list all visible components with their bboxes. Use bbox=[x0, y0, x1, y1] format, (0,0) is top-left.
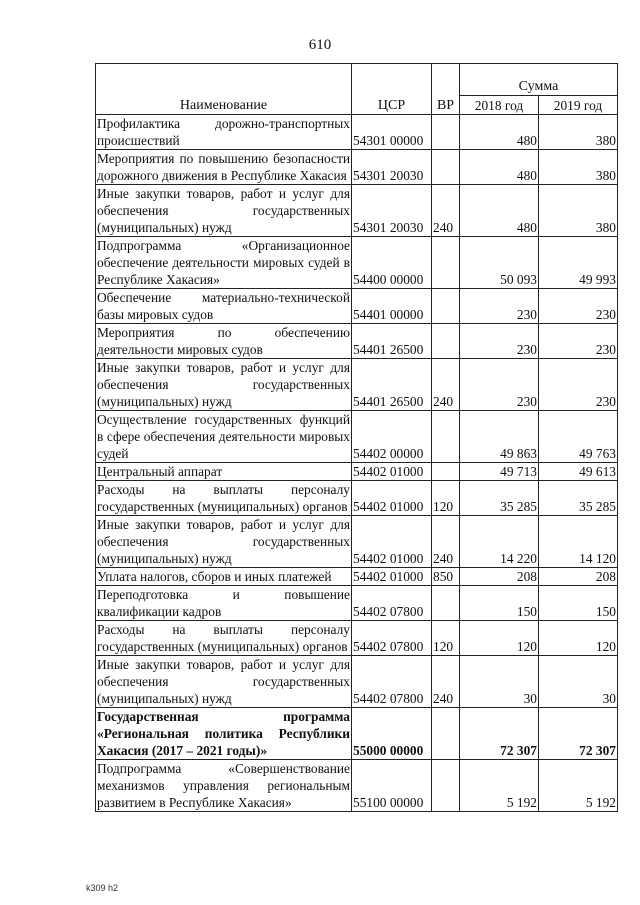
row-sum-2018: 480 bbox=[460, 185, 539, 237]
row-csr: 54400 00000 bbox=[352, 237, 432, 289]
row-name: Обеспечение материально-технической базы мировых судов bbox=[97, 290, 350, 322]
row-csr: 54402 01000 bbox=[352, 516, 432, 568]
row-csr: 54402 07800 bbox=[352, 656, 432, 708]
table-row bbox=[96, 463, 618, 481]
header-year-2018: 2018 год bbox=[460, 96, 539, 115]
row-csr: 54402 01000 bbox=[352, 481, 432, 516]
row-name: Профилактика дорожно-транспортных происшествий bbox=[97, 116, 350, 148]
table-row bbox=[96, 656, 618, 708]
row-sum-2018: 230 bbox=[460, 324, 539, 359]
row-name: Мероприятия по повышению безопасности дорожного движения в Республике Хакасия bbox=[97, 151, 350, 183]
row-vr: 120 bbox=[432, 621, 460, 656]
row-name: Иные закупки товаров, работ и услуг для обеспечения государственных (муниципальных) нужд bbox=[97, 517, 350, 566]
row-sum-2018: 50 093 bbox=[460, 237, 539, 289]
row-name: Мероприятия по обеспечению деятельности мировых судов bbox=[97, 325, 350, 357]
row-csr: 54402 07800 bbox=[352, 621, 432, 656]
row-sum-2019: 5 192 bbox=[539, 760, 618, 812]
row-sum-2019: 208 bbox=[539, 568, 618, 586]
budget-table bbox=[95, 63, 618, 812]
table-row bbox=[96, 568, 618, 586]
header-sum: Сумма bbox=[460, 64, 618, 96]
page-number: 610 bbox=[308, 37, 332, 53]
table-header bbox=[96, 64, 618, 115]
row-sum-2019: 380 bbox=[539, 115, 618, 150]
table-row bbox=[96, 586, 618, 621]
row-vr: 850 bbox=[432, 568, 460, 586]
row-vr bbox=[432, 708, 460, 760]
row-sum-2018: 230 bbox=[460, 289, 539, 324]
table-row bbox=[96, 324, 618, 359]
row-name: Иные закупки товаров, работ и услуг для обеспечения государственных (муниципальных) нужд bbox=[97, 186, 350, 235]
row-vr: 240 bbox=[432, 359, 460, 411]
row-sum-2018: 35 285 bbox=[460, 481, 539, 516]
row-vr bbox=[432, 463, 460, 481]
row-sum-2018: 30 bbox=[460, 656, 539, 708]
row-csr: 54301 20030 bbox=[352, 185, 432, 237]
row-sum-2019: 72 307 bbox=[539, 708, 618, 760]
row-csr: 54402 00000 bbox=[352, 411, 432, 463]
row-sum-2018: 480 bbox=[460, 150, 539, 185]
table-row bbox=[96, 621, 618, 656]
row-sum-2018: 72 307 bbox=[460, 708, 539, 760]
row-sum-2018: 49 713 bbox=[460, 463, 539, 481]
row-sum-2018: 14 220 bbox=[460, 516, 539, 568]
row-sum-2019: 380 bbox=[539, 150, 618, 185]
table-row bbox=[96, 359, 618, 411]
row-sum-2019: 380 bbox=[539, 185, 618, 237]
row-csr: 55100 00000 bbox=[352, 760, 432, 812]
header-year-2019: 2019 год bbox=[539, 96, 618, 115]
row-sum-2019: 230 bbox=[539, 324, 618, 359]
row-sum-2019: 230 bbox=[539, 359, 618, 411]
header-vr: ВР bbox=[432, 64, 460, 115]
table-row bbox=[96, 760, 618, 812]
row-vr: 120 bbox=[432, 481, 460, 516]
row-vr bbox=[432, 150, 460, 185]
row-name: Подпрограмма «Организационное обеспечение деятельности мировых судей в Республике Хакасия» bbox=[97, 238, 350, 287]
row-sum-2019: 49 613 bbox=[539, 463, 618, 481]
row-name: Расходы на выплаты персоналу государственных (муниципальных) органов bbox=[97, 622, 350, 654]
table-row bbox=[96, 115, 618, 150]
row-csr: 54301 00000 bbox=[352, 115, 432, 150]
row-csr: 54402 07800 bbox=[352, 586, 432, 621]
row-sum-2019: 120 bbox=[539, 621, 618, 656]
row-sum-2019: 35 285 bbox=[539, 481, 618, 516]
header-name: Наименование bbox=[96, 64, 352, 115]
row-csr: 54401 00000 bbox=[352, 289, 432, 324]
row-sum-2018: 49 863 bbox=[460, 411, 539, 463]
table-row bbox=[96, 150, 618, 185]
row-vr bbox=[432, 115, 460, 150]
table-body bbox=[96, 115, 618, 812]
header-csr: ЦСР bbox=[352, 64, 432, 115]
row-vr: 240 bbox=[432, 516, 460, 568]
row-vr bbox=[432, 411, 460, 463]
row-sum-2018: 150 bbox=[460, 586, 539, 621]
row-vr: 240 bbox=[432, 185, 460, 237]
row-sum-2019: 30 bbox=[539, 656, 618, 708]
row-csr: 54301 20030 bbox=[352, 150, 432, 185]
row-vr bbox=[432, 586, 460, 621]
row-sum-2018: 5 192 bbox=[460, 760, 539, 812]
row-sum-2018: 120 bbox=[460, 621, 539, 656]
row-csr: 54402 01000 bbox=[352, 463, 432, 481]
row-name: Подпрограмма «Совершенствование механизмов управления региональным развитием в Республике Хакасия» bbox=[97, 761, 350, 810]
row-sum-2018: 208 bbox=[460, 568, 539, 586]
row-name: Осуществление государственных функций в сфере обеспечения деятельности мировых судей bbox=[97, 412, 350, 461]
row-sum-2019: 49 763 bbox=[539, 411, 618, 463]
row-sum-2019: 49 993 bbox=[539, 237, 618, 289]
table-row bbox=[96, 411, 618, 463]
footer-code: k309 h2 bbox=[86, 883, 119, 893]
row-sum-2018: 230 bbox=[460, 359, 539, 411]
row-sum-2019: 150 bbox=[539, 586, 618, 621]
table-row bbox=[96, 289, 618, 324]
row-name: Иные закупки товаров, работ и услуг для обеспечения государственных (муниципальных) нужд bbox=[97, 360, 350, 409]
row-csr: 54401 26500 bbox=[352, 324, 432, 359]
row-name: Центральный аппарат bbox=[96, 463, 352, 481]
table-row bbox=[96, 237, 618, 289]
row-vr bbox=[432, 237, 460, 289]
row-name: Расходы на выплаты персоналу государственных (муниципальных) органов bbox=[97, 482, 350, 514]
row-csr: 55000 00000 bbox=[352, 708, 432, 760]
table-row bbox=[96, 708, 618, 760]
row-vr: 240 bbox=[432, 656, 460, 708]
row-vr bbox=[432, 760, 460, 812]
row-csr: 54402 01000 bbox=[352, 568, 432, 586]
table-row bbox=[96, 516, 618, 568]
row-csr: 54401 26500 bbox=[352, 359, 432, 411]
row-name: Уплата налогов, сборов и иных платежей bbox=[96, 568, 352, 586]
row-name: Переподготовка и повышение квалификации кадров bbox=[97, 587, 350, 619]
row-vr bbox=[432, 289, 460, 324]
row-sum-2019: 14 120 bbox=[539, 516, 618, 568]
row-vr bbox=[432, 324, 460, 359]
row-name: Государственная программа «Региональная политика Республики Хакасия (2017 – 2021 годы)» bbox=[97, 709, 350, 758]
row-sum-2019: 230 bbox=[539, 289, 618, 324]
table-row bbox=[96, 481, 618, 516]
row-sum-2018: 480 bbox=[460, 115, 539, 150]
row-name: Иные закупки товаров, работ и услуг для обеспечения государственных (муниципальных) нужд bbox=[97, 657, 350, 706]
table-row bbox=[96, 185, 618, 237]
